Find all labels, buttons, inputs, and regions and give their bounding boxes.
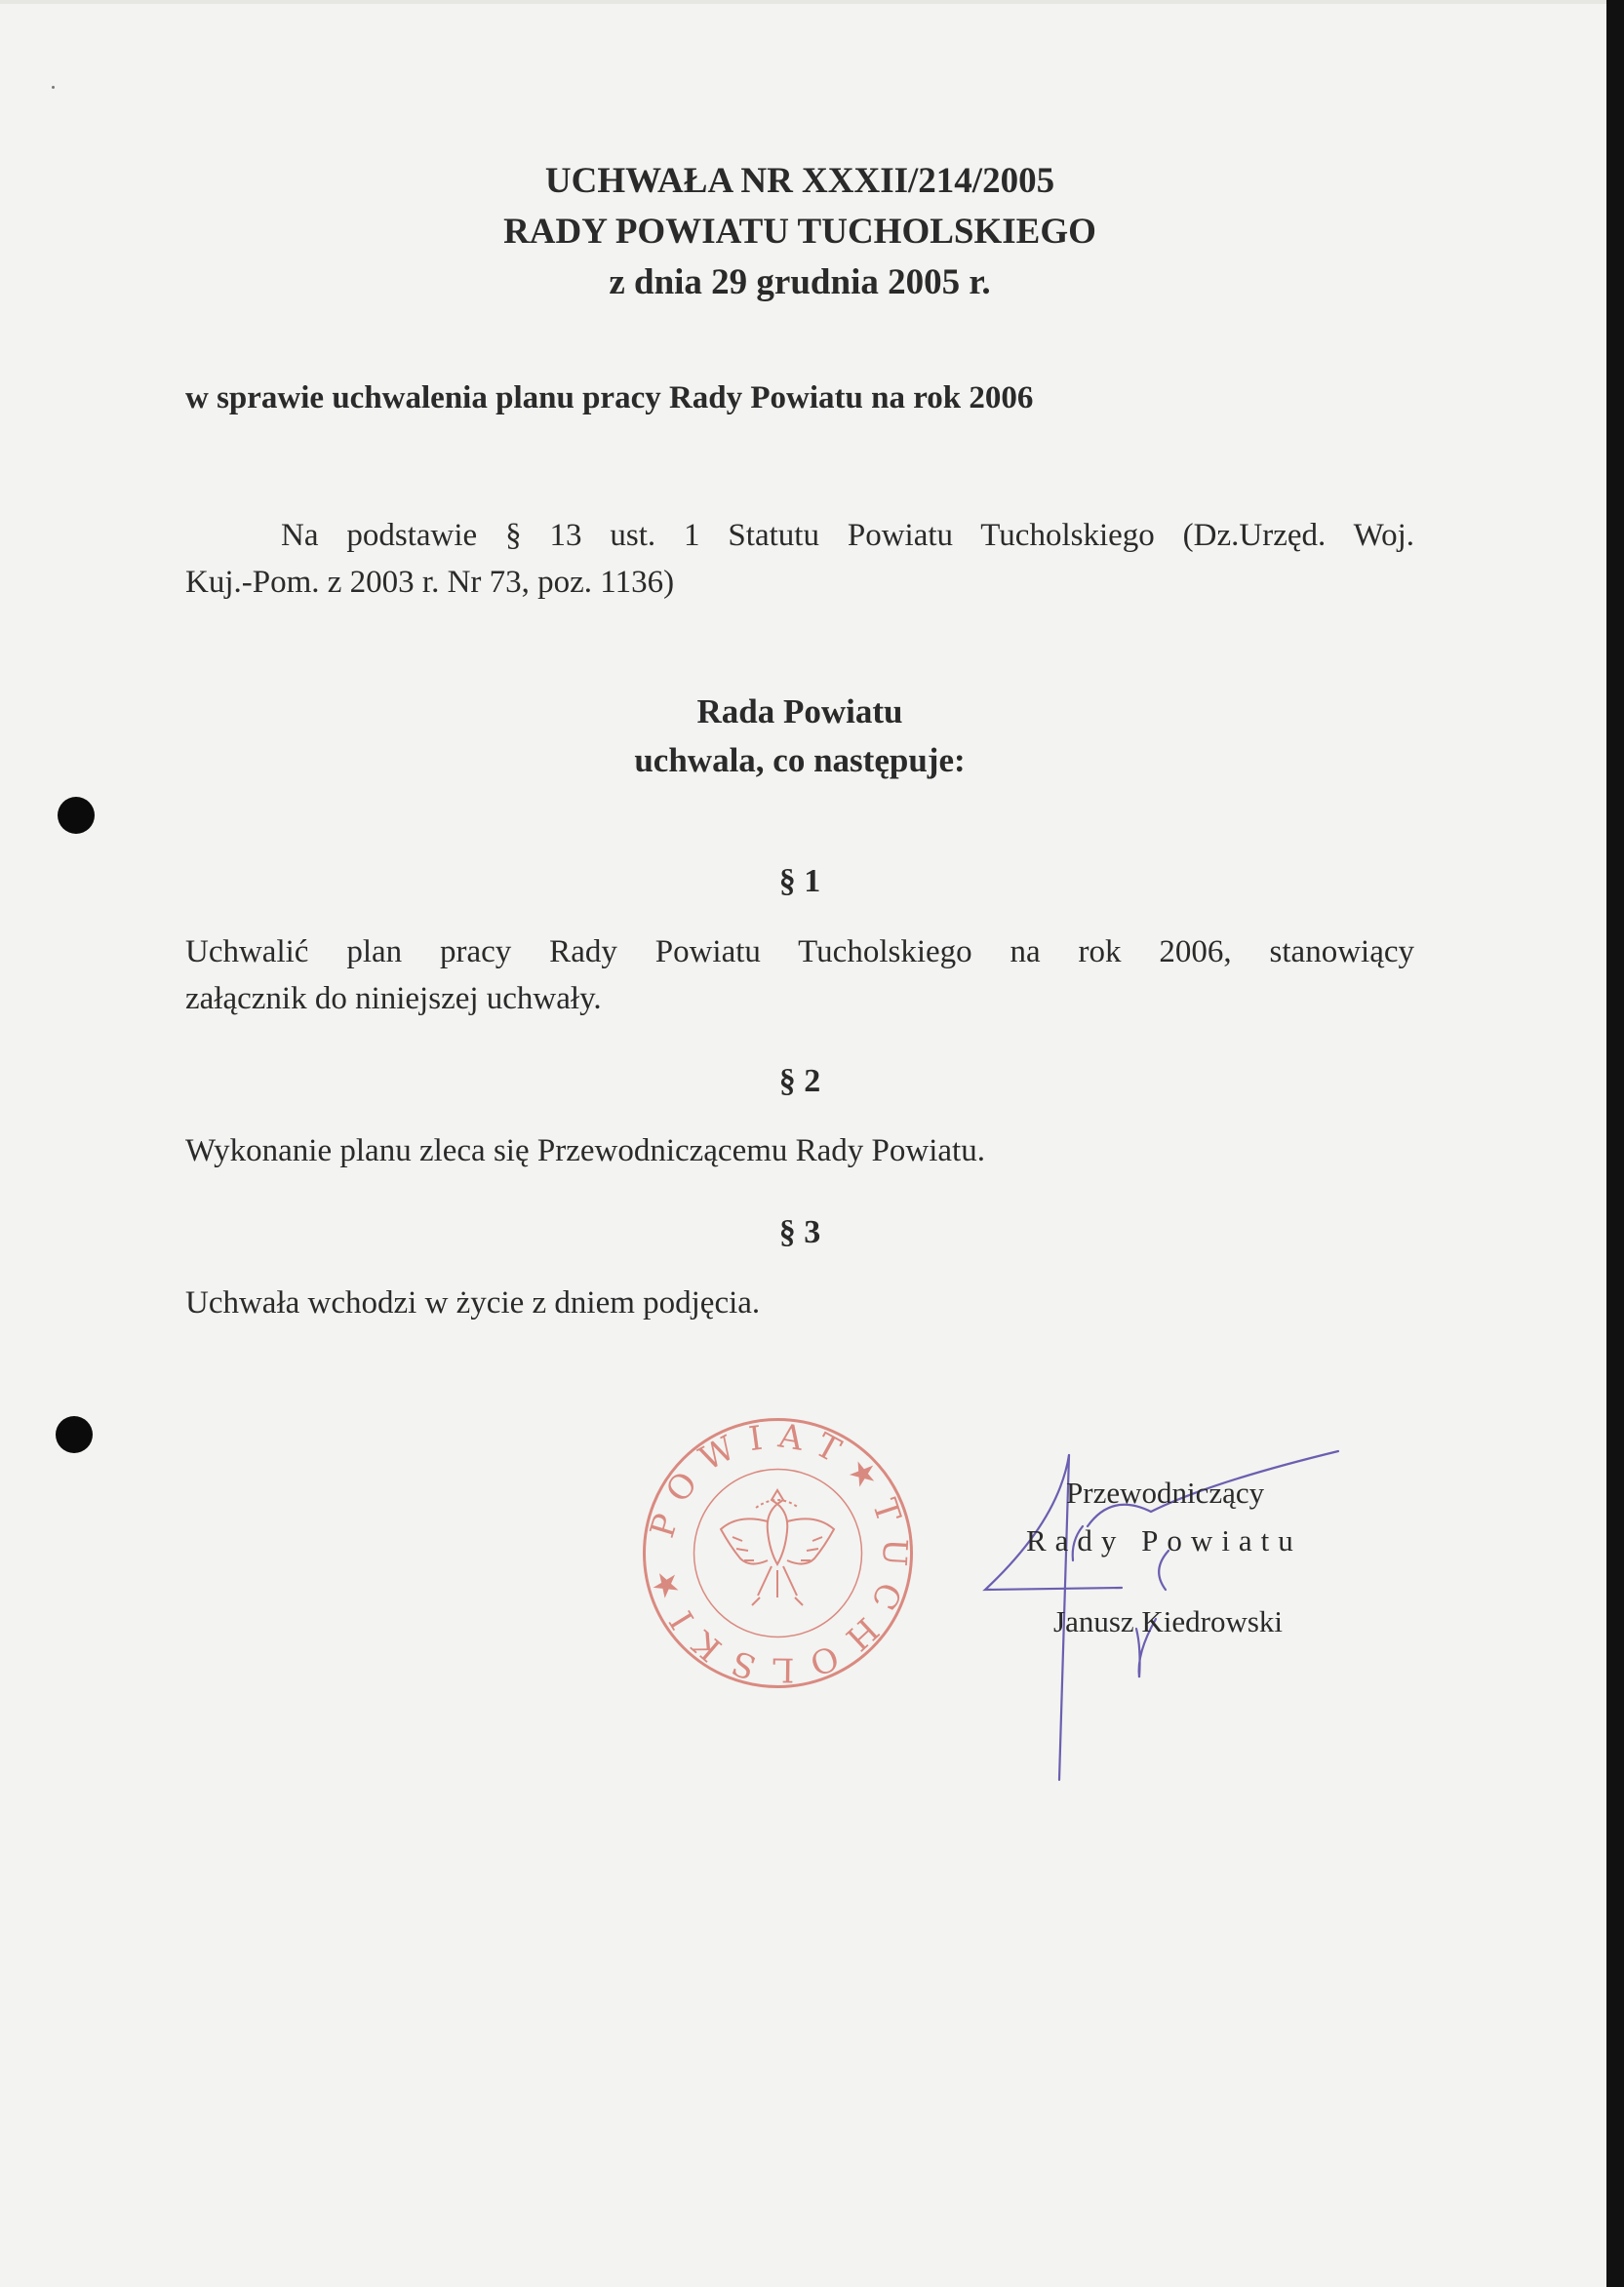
svg-text:POWIAT★TUCHOLSKI★: POWIAT★TUCHOLSKI★ <box>640 1416 915 1689</box>
punch-hole-top <box>58 797 95 834</box>
title-line-date: z dnia 29 grudnia 2005 r. <box>609 262 991 302</box>
council-resolves <box>185 688 1414 785</box>
paragraph-3-text: Uchwała wchodzi w życie z dniem podjęcia. <box>185 1285 761 1321</box>
council-resolves-text: uchwala, co następuje: <box>634 741 966 779</box>
legal-basis-line-1: Na podstawie § 13 ust. 1 Statutu Powiatu Tucholskiego (Dz.Urzęd. Woj. <box>281 518 1414 553</box>
legal-basis <box>185 512 1414 606</box>
paragraph-2-text: Wykonanie planu zleca się Przewodniczącemu Rady Powiatu. <box>185 1133 985 1168</box>
paragraph-2-heading: § 2 <box>778 1063 821 1099</box>
scan-right-edge <box>1606 0 1624 2287</box>
scan-speck <box>52 86 55 89</box>
paragraph-1-line-2: załącznik do niniejszej uchwały. <box>185 981 602 1016</box>
paragraph-3-heading: § 3 <box>778 1214 821 1250</box>
signatory-organization: Rady Powiatu <box>1026 1523 1302 1558</box>
legal-basis-line-2: Kuj.-Pom. z 2003 r. Nr 73, poz. 1136) <box>185 565 675 600</box>
official-stamp <box>639 1414 917 1692</box>
document-title <box>185 156 1414 308</box>
signatory-name: Janusz Kiedrowski <box>1053 1604 1284 1638</box>
document-subject: w sprawie uchwalenia planu pracy Rady Powiatu na rok 2006 <box>185 380 1034 415</box>
title-line-council: RADY POWIATU TUCHOLSKIEGO <box>503 212 1096 252</box>
title-line-resolution-number: UCHWAŁA NR XXXII/214/2005 <box>544 161 1055 201</box>
scan-top-edge <box>0 0 1624 4</box>
signatory-title: Przewodniczący <box>1066 1476 1265 1510</box>
paragraph-1-heading: § 1 <box>778 863 821 899</box>
paragraph-1-line-1: Uchwalić plan pracy Rady Powiatu Tucholskiego na rok 2006, stanowiący <box>185 934 1414 969</box>
council-name: Rada Powiatu <box>696 692 903 730</box>
eagle-emblem-icon <box>721 1490 834 1605</box>
paragraph-1-text <box>185 928 1414 1022</box>
punch-hole-bottom <box>56 1416 93 1453</box>
